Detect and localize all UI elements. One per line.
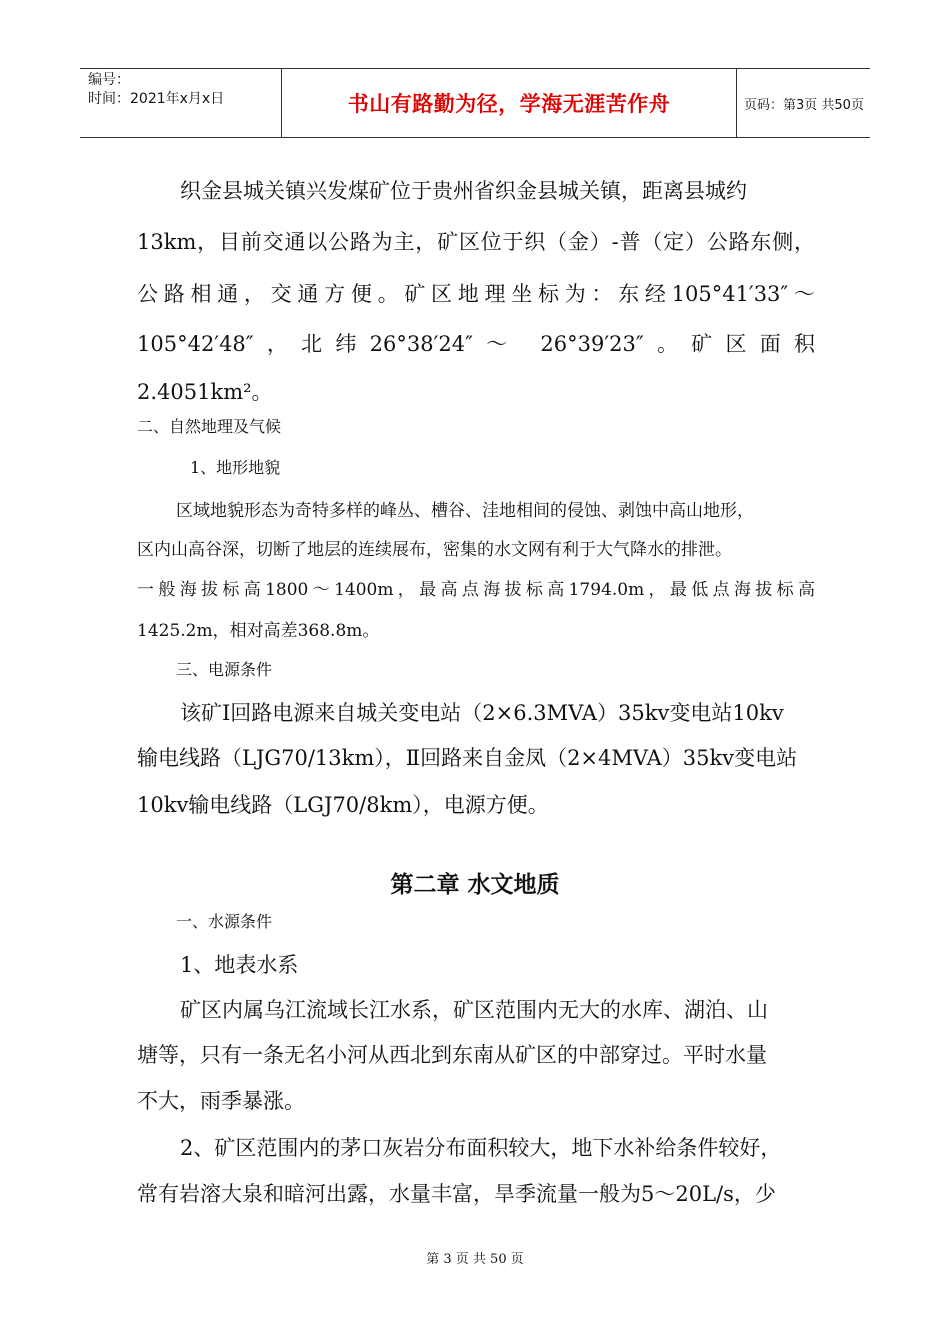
p1-line-5: 2.4051km²。 — [137, 380, 273, 404]
p4-line-3: 不大，雨季暴涨。 — [137, 1089, 305, 1113]
p2-line-4: 1425.2m，相对高差368.8m。 — [137, 621, 380, 641]
chapter-title: 第二章 水文地质 — [390, 872, 560, 898]
p5-line-1: 2、矿区范围内的茅口灰岩分布面积较大，地下水补给条件较好， — [180, 1136, 782, 1160]
section-3-title: 三、电源条件 — [176, 660, 273, 679]
header-table — [80, 68, 870, 138]
p1-line-4: 105°42′48″，北纬26°38′24″～ 26°39′23″。矿区面积 — [137, 332, 815, 356]
code-label: 编号： — [88, 72, 130, 88]
p1-line-1: 织金县城关镇兴发煤矿位于贵州省织金县城关镇，距离县城约 — [180, 179, 747, 203]
p2-line-2: 区内山高谷深，切断了地层的连续展布，密集的水文网有利于大气降水的排泄。 — [137, 540, 732, 560]
p1-line-2: 13km，目前交通以公路为主，矿区位于织（金）-普（定）公路东侧， — [137, 230, 815, 254]
p2-line-1: 区域地貌形态为奇特多样的峰丛、槽谷、洼地相间的侵蚀、剥蚀中高山地形， — [176, 501, 754, 521]
section-2-title: 二、自然地理及气候 — [137, 417, 282, 436]
page-info: 页码：第3页 共50页 — [744, 97, 864, 113]
header-motto-cell — [282, 69, 737, 137]
page-footer: 第 3 页 共 50 页 — [426, 1252, 524, 1267]
time-label: 时间：2021年x月x日 — [88, 91, 225, 107]
chapter-2-section-1: 一、水源条件 — [176, 912, 273, 931]
section-2-subtitle: 1、地形地貌 — [190, 458, 281, 477]
p2-line-3: 一般海拔标高1800～1400m，最高点海拔标高1794.0m，最低点海拔标高 — [137, 580, 815, 600]
p3-line-1: 该矿Ⅰ回路电源来自城关变电站（2×6.3MVA）35kv变电站10kv — [180, 701, 784, 725]
p4-line-1: 矿区内属乌江流域长江水系，矿区范围内无大的水库、湖泊、山 — [180, 998, 768, 1022]
p1-line-3: 公路相通，交通方便。矿区地理坐标为：东经105°41′33″～ — [137, 282, 815, 306]
p5-line-2: 常有岩溶大泉和暗河出露，水量丰富，旱季流量一般为5～20L/s，少 — [137, 1182, 776, 1206]
p3-line-3: 10kv输电线路（LGJ70/8km），电源方便。 — [137, 793, 549, 817]
header-meta — [80, 69, 282, 137]
motto: 书山有路勤为径，学海无涯苦作舟 — [347, 92, 671, 116]
chapter-2-subtitle-1: 1、地表水系 — [180, 953, 299, 977]
p3-line-2: 输电线路（LJG70/13km），Ⅱ回路来自金凤（2×4MVA）35kv变电站 — [137, 746, 798, 770]
p4-line-2: 塘等，只有一条无名小河从西北到东南从矿区的中部穿过。平时水量 — [137, 1043, 767, 1067]
